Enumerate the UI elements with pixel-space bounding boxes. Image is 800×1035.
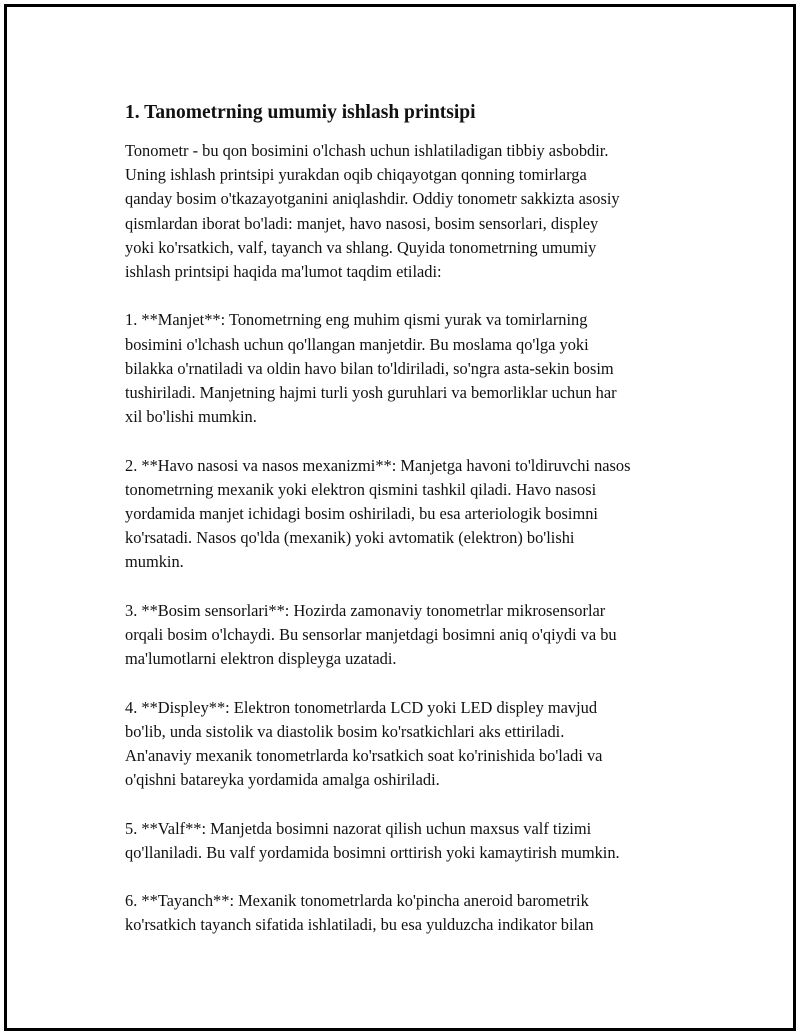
item-valf-paragraph: 5. **Valf**: Manjetda bosimni nazorat qilish uchun maxsus valf tizimi qo'llaniladi. Bu valf yordamida bosimni orttirish yoki kamaytirish mumkin. [125,818,620,862]
item-displey-paragraph: 4. **Displey**: Elektron tonometrlarda LCD yoki LED displey mavjud bo'lib, unda sistolik va diastolik bosim ko'rsatkichlari aks ettiriladi. An'anaviy mexanik tonometrlarda ko'rsatkich soat ko'rinishida bo'ladi va o'qishni batareyka yordamida amalga oshiriladi. [125,697,603,790]
page-frame [4,4,796,1031]
item-tayanch-paragraph: 6. **Tayanch**: Mexanik tonometrlarda ko'pincha aneroid barometrik ko'rsatkich tayanch sifatida ishlatiladi, bu esa yulduzcha indikator bilan [125,891,594,935]
item-manjet-paragraph: 1. **Manjet**: Tonometrning eng muhim qismi yurak va tomirlarning bosimini o'lchash uchun qo'llangan manjetdir. Bu moslama qo'lga yoki bilakka o'rnatiladi va oldin havo bilan to'ldiriladi, so'ngra asta-sekin bosim tushiriladi. Manjetning hajmi turli yosh guruhlari va bemorliklar uchun har xil bo'lishi mumkin. [125,310,617,427]
document-body [125,100,705,962]
section-heading: 1. Tanometrning umumiy ishlash printsipi [125,102,476,123]
item-havo-nasosi-paragraph: 2. **Havo nasosi va nasos mexanizmi**: Manjetga havoni to'ldiruvchi nasos tonometrning mexanik yoki elektron qismini tashkil qiladi. Havo nasosi yordamida manjet ichidagi bosim oshiriladi, bu esa arteriologik bosimni ko'rsatadi. Nasos qo'lda (mexanik) yoki avtomatik (elektron) bo'lishi mumkin. [125,455,631,572]
intro-paragraph: Tonometr - bu qon bosimini o'lchash uchun ishlatiladigan tibbiy asbobdir. Uning ishlash printsipi yurakdan oqib chiqayotgan qonning tomirlarga qanday bosim o'tkazayotganini aniqlashdir. Oddiy tonometr sakkizta asosiy qismlardan iborat bo'ladi: manjet, havo nasosi, bosim sensorlari, displey yoki ko'rsatkich, valf, tayanch va shlang. Quyida tonometrning umumiy ishlash printsipi haqida ma'lumot taqdim etiladi: [125,141,620,282]
item-bosim-sensorlari-paragraph: 3. **Bosim sensorlari**: Hozirda zamonaviy tonometrlar mikrosensorlar orqali bosim o'lchaydi. Bu sensorlar manjetdagi bosimni aniq o'qiydi va bu ma'lumotlarni elektron displeyga uzatadi. [125,600,617,669]
